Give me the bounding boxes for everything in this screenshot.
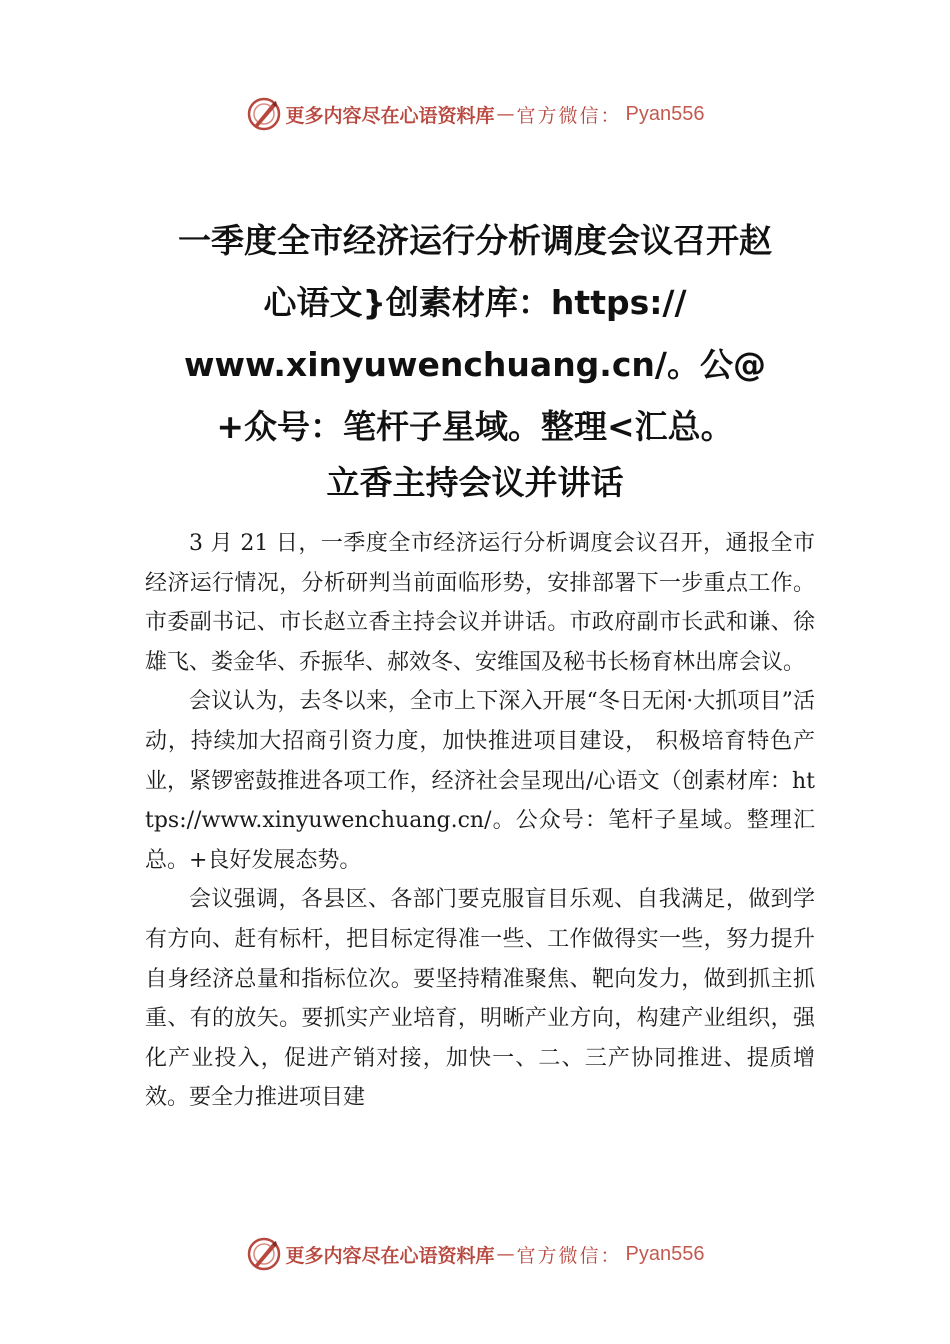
footer-watermark bbox=[0, 1232, 950, 1276]
body-paragraph-3: 会议强调，各县区、各部门要克服盲目乐观、自我满足，做到学有方向、赶有标杆，把目标定得准一些、工作做得实一些，努力提升自身经济总量和指标位次。要坚持精准聚焦、靶向发力，做到抓主抓重、有的放矢。要抓实产业培育，明晰产业方向，构建产业组织，强化产业投入，促进产销对接，加快一、二、三产协同推进、提质增效。要全力推进项目建 bbox=[145, 887, 815, 1111]
body-paragraph-1: 3 月 21 日，一季度全市经济运行分析调度会议召开，通报全市经济运行情况，分析研判当前面临形势，安排部署下一步重点工作。市委副书记、市长赵立香主持会议并讲话。市政府副市长武和谦、徐雄飞、娄金华、乔振华、郝效冬、安维国及秘书长杨育林出席会议。 bbox=[145, 531, 815, 675]
watermark-brand-text: 更多内容尽在心语资料库 bbox=[285, 104, 495, 127]
title-line-5: 立香主持会议并讲话 bbox=[326, 463, 624, 502]
watermark-account: Pyan556 bbox=[625, 1242, 705, 1265]
watermark-wechat-label: 官方微信： bbox=[516, 104, 622, 127]
body-paragraph-2: 会议认为，去冬以来，全市上下深入开展“冬日无闲·大抓项目”活动，持续加大招商引资力度，加快推进项目建设， 积极培育特色产业，紧锣密鼓推进各项工作，经济社会呈现出/心语文（创素材库：https://www.xinyuwenchuang.cn/。公众号：笔杆子星域。整理汇总。+良好发展态势。 bbox=[145, 689, 815, 873]
watermark-brand-text: 更多内容尽在心语资料库 bbox=[285, 1244, 495, 1267]
title-line-1: 一季度全市经济运行分析调度会议召开赵 bbox=[178, 221, 772, 260]
watermark-separator: — bbox=[496, 103, 515, 125]
title-line-3: www.xinyuwenchuang.cn/。公@ bbox=[184, 345, 766, 384]
watermark-account: Pyan556 bbox=[625, 102, 705, 125]
watermark-separator: — bbox=[496, 1243, 515, 1265]
quill-pen-logo-icon bbox=[246, 96, 282, 132]
document-body bbox=[145, 524, 815, 1118]
watermark-wechat-label: 官方微信： bbox=[516, 1244, 622, 1267]
quill-pen-logo-icon bbox=[246, 1236, 282, 1272]
document-title bbox=[130, 210, 820, 508]
title-line-4: +众号：笔杆子星域。整理<汇总。 bbox=[216, 407, 734, 446]
header-watermark bbox=[0, 92, 950, 136]
title-line-2: 心语文}创素材库：https:// bbox=[263, 283, 687, 322]
